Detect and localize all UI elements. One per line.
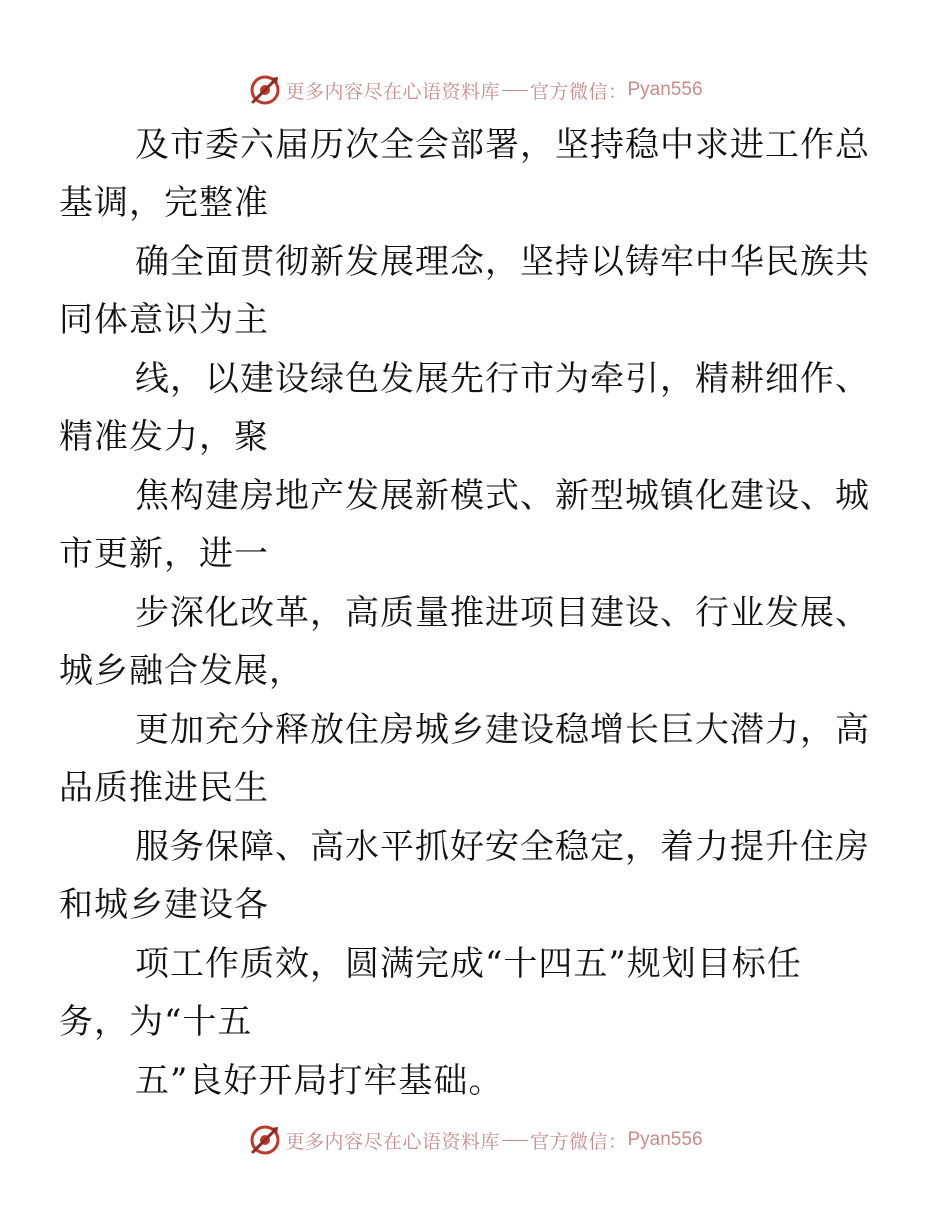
paragraph-line: 城乡融合发展， <box>59 651 304 691</box>
paragraph-line: 步深化改革，高质量推进项目建设、行业发展、 <box>135 593 870 633</box>
watermark-dash <box>502 90 528 91</box>
watermark-text: 更多内容尽在心语资料库 <box>285 80 500 103</box>
watermark-dash <box>502 1140 528 1141</box>
watermark-wechat-label: 官方微信： <box>529 80 628 103</box>
paragraph-line: 市更新，进一 <box>59 534 269 574</box>
watermark-account: Pyan556 <box>627 79 703 100</box>
paragraph-line: 同体意识为主 <box>59 300 269 340</box>
paragraph <box>59 350 870 467</box>
watermark-wechat-label: 官方微信： <box>529 1130 628 1153</box>
document-body <box>59 116 870 1169</box>
paragraph <box>59 701 870 818</box>
paragraph <box>59 233 870 350</box>
paragraph-line: 品质推进民生 <box>59 768 269 808</box>
paragraph-line: 项工作质效，圆满完成“十四五”规划目标任 <box>135 944 802 984</box>
paragraph <box>59 116 870 233</box>
paragraph-line: 精准发力，聚 <box>59 417 269 457</box>
header-watermark <box>0 70 950 110</box>
brand-logo-icon <box>247 72 283 108</box>
footer-watermark <box>0 1120 950 1160</box>
paragraph-line: 服务保障、高水平抓好安全稳定，着力提升住房 <box>135 827 870 867</box>
paragraph-line: 基调，完整准 <box>59 183 269 223</box>
brand-logo-icon <box>247 1122 283 1158</box>
watermark-text: 更多内容尽在心语资料库 <box>285 1130 500 1153</box>
watermark-account: Pyan556 <box>627 1129 703 1150</box>
paragraph-line: 务，为“十五 <box>59 1002 253 1042</box>
paragraph <box>59 818 870 935</box>
paragraph-line: 线，以建设绿色发展先行市为牵引，精耕细作、 <box>135 359 870 399</box>
paragraph-line: 确全面贯彻新发展理念，坚持以铸牢中华民族共 <box>135 242 870 282</box>
paragraph-line: 及市委六届历次全会部署，坚持稳中求进工作总 <box>135 125 870 165</box>
paragraph-line: 和城乡建设各 <box>59 885 269 925</box>
paragraph-line: 焦构建房地产发展新模式、新型城镇化建设、城 <box>135 476 870 516</box>
paragraph-line: 五”良好开局打牢基础。 <box>135 1061 504 1101</box>
paragraph <box>59 584 870 701</box>
paragraph-line: 更加充分释放住房城乡建设稳增长巨大潜力，高 <box>135 710 870 750</box>
paragraph <box>59 467 870 584</box>
paragraph <box>59 935 857 1052</box>
